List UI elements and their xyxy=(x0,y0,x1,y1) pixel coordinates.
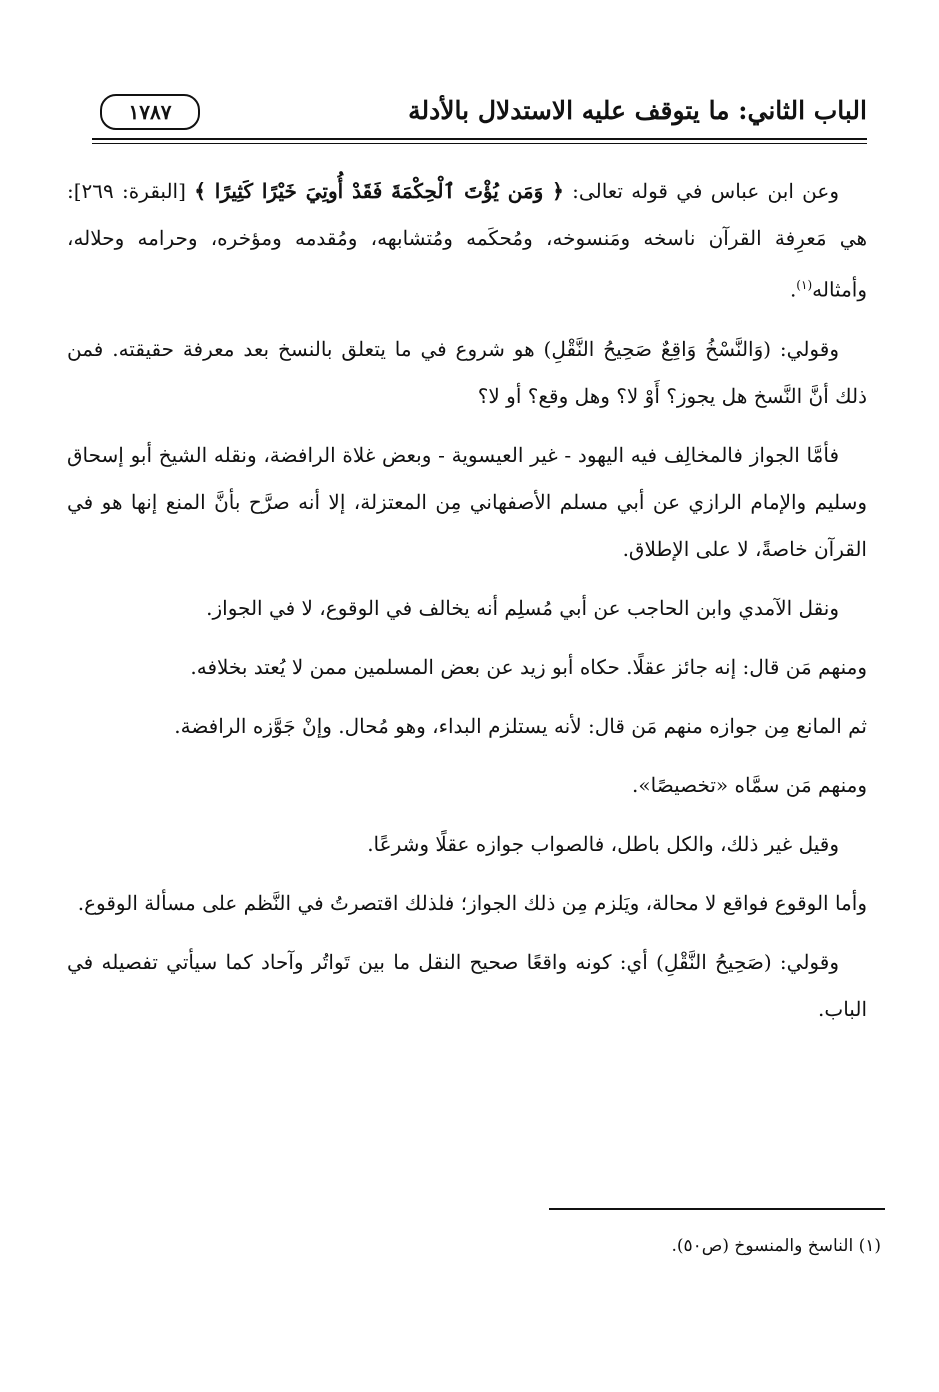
paragraph: وقولي: (صَحِيحُ النَّقْلِ) أي: كونه واقعًا صحيح النقل ما بين تَواتُر وآحاد كما سيأتي تفصيله في الباب. xyxy=(67,949,867,1021)
paragraph: وقولي: (وَالنَّسْخُ وَاقِعٌ صَحِيحُ النَّقْلِ) هو شروع في ما يتعلق بالنسخ بعد معرفة حقيقته. فمن ذلك أنَّ النَّسخ هل يجوز؟ أَوْ لا؟ وهل وقع؟ أو لا؟ xyxy=(67,336,867,408)
paragraph-text: [البقرة: ٢٦٩]: هي مَعرِفة القرآن ناسخه ومَنسوخه، ومُحكَمه ومُتشابهه، ومُقدمه ومؤخره، وحرامه وحلاله، وأمثاله xyxy=(67,179,867,302)
footnote-separator xyxy=(549,1208,885,1210)
paragraph-text: وعن ابن عباس في قوله تعالى: xyxy=(563,179,839,203)
page-body xyxy=(67,168,867,1045)
running-title: الباب الثاني: ما يتوقف عليه الاستدلال بالأدلة xyxy=(408,96,867,125)
paragraph: فأمَّا الجواز فالمخالِف فيه اليهود - غير العيسوية - وبعض غلاة الرافضة، ونقله الشيخ أبو إسحاق وسليم والإمام الرازي عن أبي مسلم الأصفهاني مِن المعتزلة، إلا أنه صرَّح بأنَّ المنع إنها هو في القرآن خاصةً، لا على الإطلاق. xyxy=(67,442,867,561)
page-number: ١٧٨٧ xyxy=(100,94,200,130)
paragraph: ثم المانع مِن جوازه منهم مَن قال: لأنه يستلزم البداء، وهو مُحال. وإنْ جَوَّزه الرافضة. xyxy=(174,713,867,738)
page-header xyxy=(92,92,867,138)
paragraph: ومنهم مَن سمَّاه «تخصيصًا». xyxy=(632,772,867,797)
footnote-reference[interactable]: (١) xyxy=(796,278,813,292)
paragraph: ونقل الآمدي وابن الحاجب عن أبي مُسلِم أنه يخالف في الوقوع، لا في الجواز. xyxy=(206,595,839,620)
header-rule xyxy=(92,138,867,140)
footnote: (١) الناسخ والمنسوخ (ص٥٠). xyxy=(671,1236,881,1256)
quran-verse: ﴿ وَمَن يُؤْتَ ٱلْحِكْمَةَ فَقَدْ أُوتِيَ خَيْرًا كَثِيرًا ﴾ xyxy=(194,179,564,203)
paragraph: وقيل غير ذلك، والكل باطل، فالصواب جوازه عقلًا وشرعًا. xyxy=(367,831,839,856)
paragraph: وأما الوقوع فواقع لا محالة، ويَلزم مِن ذلك الجواز؛ فلذلك اقتصرتُ في النَّظم على مسألة الوقوع. xyxy=(77,890,867,915)
paragraph-text: . xyxy=(789,277,797,302)
paragraph-quran-citation xyxy=(67,168,867,314)
header-rule-thin xyxy=(92,143,867,144)
paragraph: ومنهم مَن قال: إنه جائز عقلًا. حكاه أبو زيد عن بعض المسلمين ممن لا يُعتد بخلافه. xyxy=(190,654,867,679)
